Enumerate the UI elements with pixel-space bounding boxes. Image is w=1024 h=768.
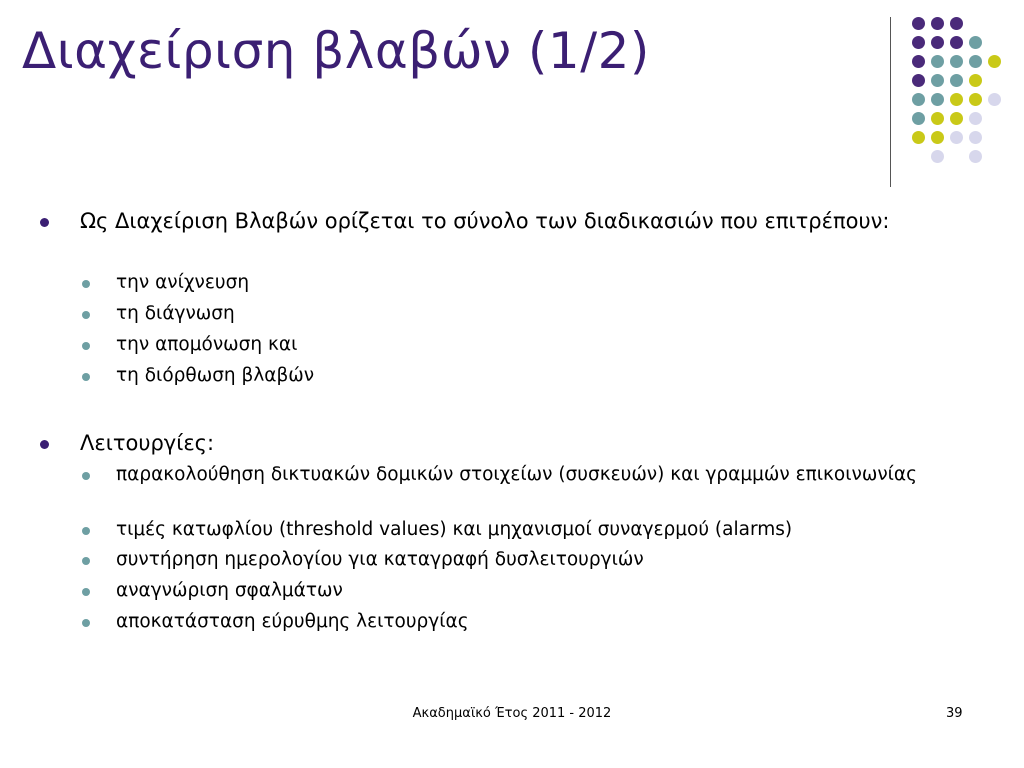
decorative-dot (969, 36, 982, 49)
sub-bullet-text: παρακολούθηση δικτυακών δομικών στοιχείων (συσκευών) και γραμμών επικοινωνίας (116, 464, 917, 485)
decorative-dot (931, 112, 944, 125)
sub-bullet-dot-icon (82, 311, 90, 319)
bullet-dot-icon (40, 218, 49, 227)
decorative-dot (969, 131, 982, 144)
bullet-text: Ως Διαχείριση Βλαβών ορίζεται το σύνολο των διαδικασιών που επιτρέπουν: (80, 209, 890, 233)
sub-bullet-dot-icon (82, 472, 90, 480)
decorative-dot (931, 150, 944, 163)
sub-bullet (116, 364, 956, 388)
slide-footer: Ακαδημαϊκό Έτος 2011 - 2012 (412, 706, 612, 721)
decorative-dot (912, 131, 925, 144)
sub-bullet-text: αναγνώριση σφαλμάτων (116, 580, 343, 601)
sub-bullet-text: τη διάγνωση (116, 303, 235, 324)
decorative-dot (950, 55, 963, 68)
sub-bullet-dot-icon (82, 619, 90, 627)
decorative-dot (912, 36, 925, 49)
decorative-dot (931, 74, 944, 87)
sub-bullet-dot-icon (82, 342, 90, 350)
sub-bullet (116, 610, 956, 634)
bullet-dot-icon (40, 440, 49, 449)
sub-bullet-text: αποκατάσταση εύρυθμης λειτουργίας (116, 611, 469, 632)
sub-bullet (116, 463, 956, 487)
decorative-dot (950, 74, 963, 87)
sub-bullet (116, 271, 956, 295)
bullet-text: Λειτουργίες: (80, 431, 215, 455)
slide-title: Διαχείριση βλαβών (1/2) (22, 22, 650, 80)
sub-bullet (116, 548, 956, 572)
sub-bullet-dot-icon (82, 557, 90, 565)
sub-bullet (116, 302, 956, 326)
sub-bullet-dot-icon (82, 588, 90, 596)
decorative-dot (988, 93, 1001, 106)
decorative-dot (969, 112, 982, 125)
decorative-dot (931, 131, 944, 144)
decorative-dot (931, 93, 944, 106)
page-number: 39 (946, 706, 963, 721)
sub-bullet-dot-icon (82, 280, 90, 288)
bullet-functions (80, 430, 950, 456)
decorative-dot (912, 55, 925, 68)
decorative-dot (950, 36, 963, 49)
sub-bullet-text: τη διόρθωση βλαβών (116, 365, 315, 386)
sub-bullet-text: την απομόνωση και (116, 334, 298, 355)
decorative-dot (912, 74, 925, 87)
sub-bullet (116, 518, 956, 542)
sub-bullet-dot-icon (82, 527, 90, 535)
sub-bullet-dot-icon (82, 373, 90, 381)
decorative-dot (912, 17, 925, 30)
decorative-dot (969, 74, 982, 87)
decorative-dot (950, 112, 963, 125)
decorative-dot (912, 93, 925, 106)
decorative-dot (950, 17, 963, 30)
decorative-dot (950, 93, 963, 106)
decorative-dot (950, 131, 963, 144)
title-divider-line (890, 17, 891, 187)
decorative-dot (988, 55, 1001, 68)
decorative-dot (931, 17, 944, 30)
decorative-dot (969, 55, 982, 68)
decorative-dot (931, 36, 944, 49)
decorative-dot (969, 93, 982, 106)
decorative-dot (931, 55, 944, 68)
sub-bullet-text: την ανίχνευση (116, 272, 250, 293)
decorative-dot (969, 150, 982, 163)
decorative-dot (912, 112, 925, 125)
sub-bullet (116, 579, 956, 603)
bullet-definition (80, 208, 950, 234)
sub-bullet-text: τιμές κατωφλίου (threshold values) και μηχανισμοί συναγερμού (alarms) (116, 519, 793, 540)
sub-bullet (116, 333, 956, 357)
sub-bullet-text: συντήρηση ημερολογίου για καταγραφή δυσλειτουργιών (116, 549, 644, 570)
